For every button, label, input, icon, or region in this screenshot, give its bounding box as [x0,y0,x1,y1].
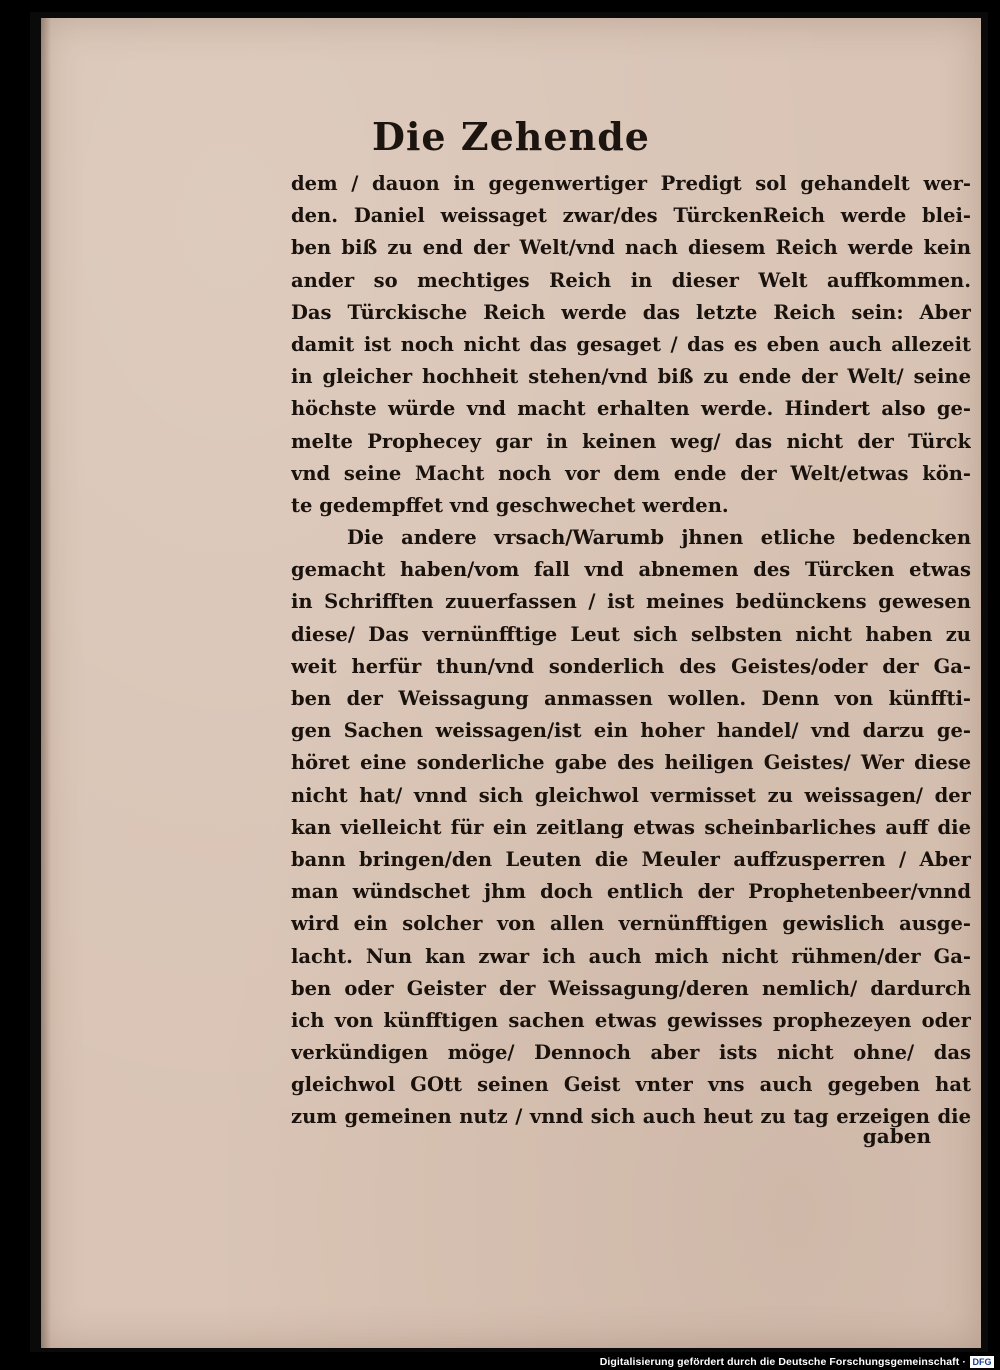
text-line: Das Türckische Reich werde das letzte Reich sein: Aber [291,300,971,324]
body-text [291,168,971,1134]
text-line: ander so mechtiges Reich in dieser Welt auffkommen. [291,268,971,292]
text-line: den. Daniel weissaget zwar/des TürckenReich werde blei- [291,204,971,228]
text-line: damit ist noch nicht das gesaget / das es eben auch allezeit [291,332,971,356]
text-line: te gedempffet vnd geschwechet werden. [291,493,729,517]
text-line: gen Sachen weissagen/ist ein hoher handel/ vnd darzu ge- [291,719,971,743]
text-line: dem / dauon in gegenwertiger Predigt sol gehandelt wer- [291,172,971,195]
text-line: in Schrifften zuuerfassen / ist meines bedünckens gewesen [291,590,971,614]
book-page [41,18,981,1348]
text-line: vnd seine Macht noch vor dem ende der Welt/etwas kön- [291,461,971,485]
dfg-logo-icon: DFG [970,1356,994,1368]
text-line: lacht. Nun kan zwar ich auch mich nicht rühmen/der Ga- [291,944,971,968]
text-line: melte Prophecey gar in keinen weg/ das nicht der Türck [291,429,971,453]
text-line: ben biß zu end der Welt/vnd nach diesem Reich werde kein [291,236,971,260]
text-line: höret eine sonderliche gabe des heiligen Geistes/ Wer diese [291,751,971,775]
text-line: kan vielleicht für ein zeitlang etwas scheinbarliches auff die [291,815,971,839]
text-line: nicht hat/ vnnd sich gleichwol vermisset zu weissagen/ der [291,783,971,807]
text-line: verkündigen möge/ Dennoch aber ists nicht ohne/ das [291,1041,971,1065]
text-line: höchste würde vnd macht erhalten werde. Hindert also ge- [291,397,971,421]
text-line: gleichwol GOtt seinen Geist vnter vns auch gegeben hat [291,1073,971,1097]
text-line: wird ein solcher von allen vernünfftigen gewislich ausge- [291,912,971,936]
text-line: Die andere vrsach/Warumb jhnen etliche bedencken [347,526,971,550]
text-line: gemacht haben/vom fall vnd abnemen des Türcken etwas [291,558,971,582]
text-line: ich von künfftigen sachen etwas gewisses prophezeyen oder [291,1008,971,1032]
digitization-credit: Digitalisierung gefördert durch die Deutsche Forschungsgemeinschaft · [599,1356,966,1368]
text-line: bann bringen/den Leuten die Meuler auffzusperren / Aber [291,847,971,871]
text-line: in gleicher hochheit stehen/vnd biß zu ende der Welt/ seine [291,365,971,389]
text-line: zum gemeinen nutz / vnnd sich auch heut zu tag erzeigen die [291,1105,971,1129]
page-spine-shadow [41,18,51,1348]
text-line: ben oder Geister der Weissagung/deren nemlich/ dardurch [291,976,971,1000]
text-line: weit herfür thun/vnd sonderlich des Geistes/oder der Ga- [291,654,971,678]
catchword: gaben [862,1124,931,1148]
text-line: ben der Weissagung anmassen wollen. Denn von künffti- [291,687,971,710]
text-line: man wündschet jhm doch entlich der Prophetenbeer/vnnd [291,880,971,904]
running-head: Die Zehende [372,114,650,159]
text-line: diese/ Das vernünfftige Leut sich selbsten nicht haben zu [291,622,971,646]
